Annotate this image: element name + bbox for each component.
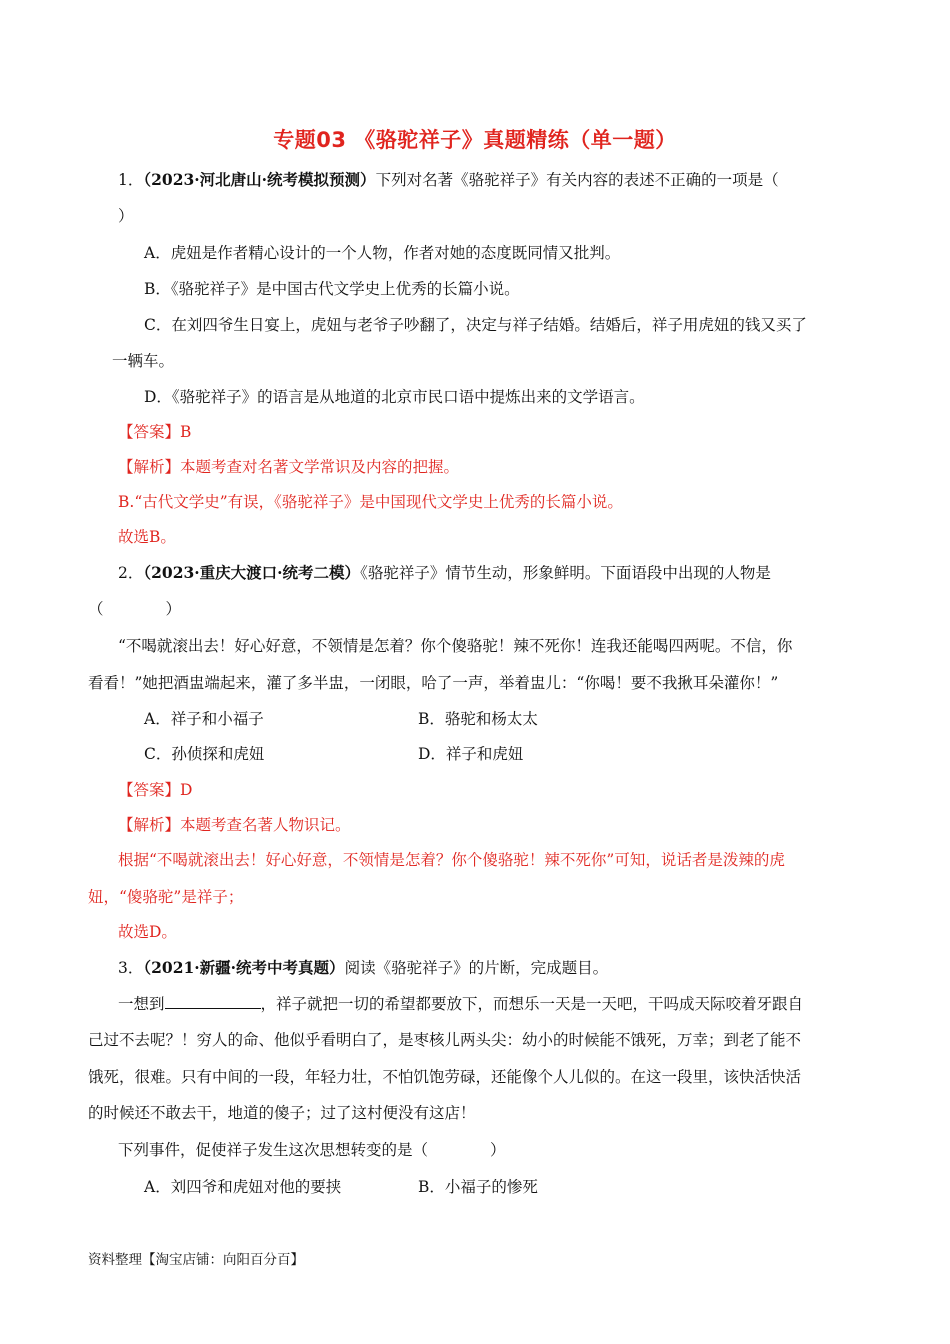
- q1-stem-end: ）: [118, 207, 134, 225]
- q3-option-a: A．刘四爷和虎妞对他的要挟: [144, 1178, 342, 1196]
- q2-option-d: D．祥子和虎妞: [418, 745, 524, 763]
- q1-choose: 故选B。: [118, 528, 176, 546]
- q2-choose: 故选D。: [118, 923, 177, 941]
- q3-fill-blank: [165, 994, 261, 1009]
- q2-explanation-line-1: 根据“不喝就滚出去！好心好意，不领情是怎着？你个傻骆驼！辣不死你”可知，说话者是泼辣的虎: [118, 851, 785, 869]
- q3-stem-line: [118, 958, 608, 978]
- q1-analysis: 【解析】本题考查对名著文学常识及内容的把握。: [118, 458, 460, 476]
- q3-question: 下列事件，促使祥子发生这次思想转变的是（ ）: [118, 1141, 506, 1159]
- q1-answer: 【答案】B: [118, 423, 192, 441]
- q3-source: （2021·新疆·统考中考真题）: [143, 958, 345, 977]
- q3-passage-start: 一想到: [118, 995, 165, 1013]
- q2-answer-blank: （ ）: [88, 600, 182, 618]
- q1-stem: 下列对名著《骆驼祥子》有关内容的表述不正确的一项是（: [375, 171, 779, 189]
- q3-passage-line-1: [118, 994, 803, 1014]
- q1-option-c: C．在刘四爷生日宴上，虎妞与老爷子吵翻了，决定与祥子结婚。结婚后，祥子用虎妞的钱又买了: [144, 316, 807, 334]
- page-title: 专题03 《骆驼祥子》真题精练（单一题）: [273, 128, 677, 152]
- q1-explanation: B.“古代文学史”有误，《骆驼祥子》是中国现代文学史上优秀的长篇小说。: [118, 493, 623, 511]
- q3-passage-end: ，祥子就把一切的希望都要放下，而想乐一天是一天吧，干吗成天际咬着牙跟自: [260, 995, 804, 1013]
- page-footer: 资料整理【淘宝店铺：向阳百分百】: [88, 1252, 304, 1268]
- q3-number: 3．: [118, 959, 144, 977]
- q3-stem: 阅读《骆驼祥子》的片断，完成题目。: [344, 959, 609, 977]
- q2-passage-line-1: “不喝就滚出去！好心好意，不领情是怎着？你个傻骆驼！辣不死你！连我还能喝四两呢。不信，你: [118, 637, 793, 655]
- q2-option-c: C．孙侦探和虎妞: [144, 745, 265, 763]
- q1-number: 1．: [118, 171, 144, 189]
- q2-stem: 《骆驼祥子》情节生动，形象鲜明。下面语段中出现的人物是: [360, 564, 771, 582]
- q3-option-b: B．小福子的惨死: [418, 1178, 538, 1196]
- q2-number: 2．: [118, 564, 144, 582]
- q2-stem-line: [118, 563, 771, 583]
- q2-option-b: B．骆驼和杨太太: [418, 710, 538, 728]
- q1-option-a: A．虎妞是作者精心设计的一个人物，作者对她的态度既同情又批判。: [144, 244, 621, 262]
- q2-analysis: 【解析】本题考查名著人物识记。: [118, 816, 351, 834]
- q1-source: （2023·河北唐山·统考模拟预测）: [143, 170, 376, 189]
- q3-passage-line-3: 饿死，很难。只有中间的一段，年轻力壮，不怕饥饱劳碌，还能像个人儿似的。在这一段里，该快活快活: [88, 1068, 802, 1086]
- q2-source: （2023·重庆大渡口·统考二模）: [143, 563, 361, 582]
- q2-option-a: A．祥子和小福子: [144, 710, 264, 728]
- q2-answer: 【答案】D: [118, 781, 193, 799]
- q2-explanation-line-2: 妞，“傻骆驼”是祥子；: [88, 888, 244, 906]
- q1-option-b: B．《骆驼祥子》是中国古代文学史上优秀的长篇小说。: [144, 280, 520, 298]
- q2-passage-line-2: 看看！”她把酒盅端起来，灌了多半盅，一闭眼，哈了一声，举着盅儿：“你喝！要不我揪耳朵灌你！”: [88, 674, 779, 692]
- q3-passage-line-4: 的时候还不敢去干，地道的傻子；过了这村便没有这店！: [88, 1104, 476, 1122]
- q1-option-d: D．《骆驼祥子》的语言是从地道的北京市民口语中提炼出来的文学语言。: [144, 388, 645, 406]
- q1-option-c-cont: 一辆车。: [112, 352, 175, 370]
- q1-stem-line: [118, 170, 779, 190]
- q3-passage-line-2: 己过不去呢？！穷人的命、他似乎看明白了，是枣核儿两头尖：幼小的时候能不饿死，万幸；到老了能不: [88, 1031, 802, 1049]
